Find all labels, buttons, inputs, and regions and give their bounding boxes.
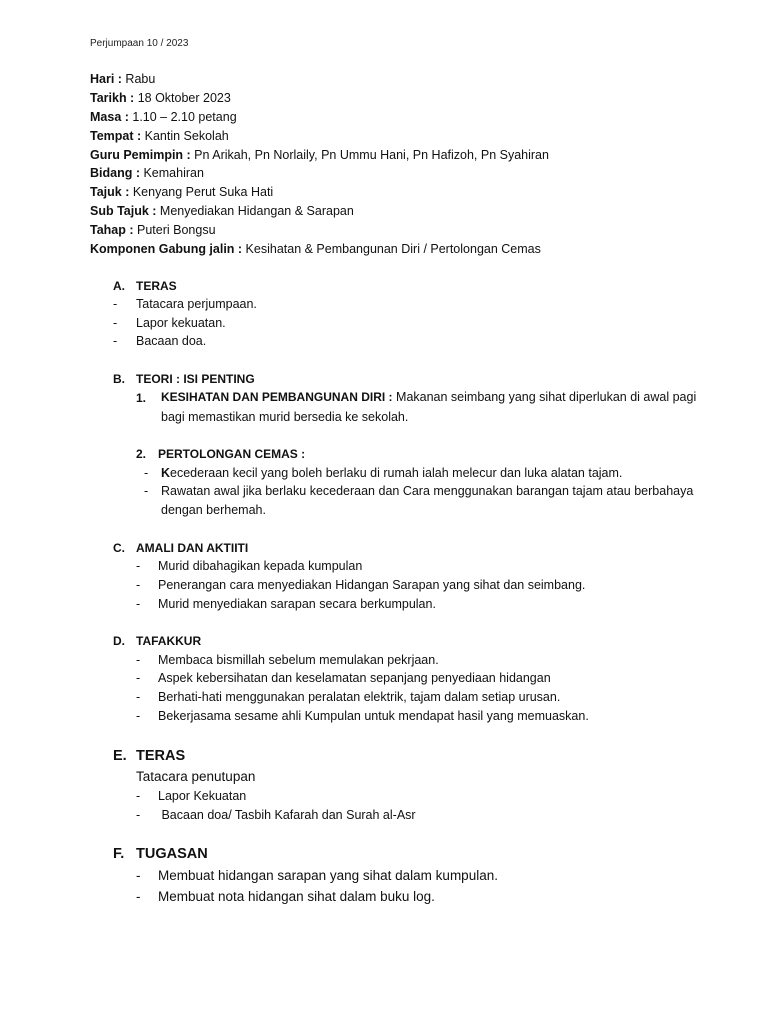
meta-label: Tarikh : <box>90 91 135 105</box>
section-d-letter: D. <box>113 634 125 648</box>
section-f-title: TUGASAN <box>136 846 208 862</box>
meta-bidang <box>90 165 204 181</box>
meta-label: Tahap : <box>90 223 134 237</box>
section-a-item: Bacaan doa. <box>136 334 207 348</box>
meta-value: Pn Arikah, Pn Norlaily, Pn Ummu Hani, Pn Hafizoh, Pn Syahiran <box>190 148 549 162</box>
section-e-item: Bacaan doa/ Tasbih Kafarah dan Surah al-Asr <box>158 808 416 822</box>
meta-label: Guru Pemimpin : <box>90 148 191 162</box>
meta-value: 18 Oktober 2023 <box>134 91 231 105</box>
section-b-letter: B. <box>113 372 125 386</box>
meta-value: Kenyang Perut Suka Hati <box>129 185 274 199</box>
section-e-item: Lapor Kekuatan <box>158 789 247 803</box>
section-a-item: Tatacara perjumpaan. <box>136 297 257 311</box>
point-2-number: 2. <box>136 447 147 461</box>
section-d-item: Aspek kebersihatan dan keselamatan sepanjang penyediaan hidangan <box>158 671 551 685</box>
meta-tarikh <box>90 90 231 106</box>
section-d-item: Membaca bismillah sebelum memulakan pekrjaan. <box>158 653 439 667</box>
meta-label: Tajuk : <box>90 185 130 199</box>
point-1-number: 1. <box>136 391 147 405</box>
section-c-item: Murid menyediakan sarapan secara berkumpulan. <box>158 597 436 611</box>
bullet-dash: - <box>113 334 118 348</box>
meta-value: Kesihatan & Pembangunan Diri / Pertolongan Cemas <box>242 242 541 256</box>
point-2-item-1 <box>161 466 622 480</box>
point-1-text: Makanan seimbang yang sihat diperlukan di awal pagi <box>392 390 697 404</box>
meta-value: 1.10 – 2.10 petang <box>128 110 237 124</box>
bullet-dash: - <box>136 889 141 904</box>
meta-tajuk <box>90 184 273 200</box>
meta-tahap <box>90 222 216 238</box>
point-2-item-1-text: ecederaan kecil yang boleh berlaku di rumah ialah melecur dan luka alatan tajam. <box>170 466 623 480</box>
point-2-item-2-line-2: dengan berhemah. <box>161 503 266 517</box>
meta-tempat <box>90 128 229 144</box>
meta-value: Kantin Sekolah <box>141 129 229 143</box>
meta-value: Kemahiran <box>140 166 204 180</box>
section-c-title: AMALI DAN AKTIITI <box>136 541 249 555</box>
meta-masa <box>90 109 237 125</box>
point-1-label: KESIHATAN DAN PEMBANGUNAN DIRI : <box>161 390 393 404</box>
bullet-dash: - <box>113 316 118 330</box>
bullet-dash: - <box>136 671 141 685</box>
section-b-title: TEORI : ISI PENTING <box>136 372 255 386</box>
meta-guru-pemimpin <box>90 147 549 163</box>
document-header: Perjumpaan 10 / 2023 <box>90 38 189 49</box>
bullet-dash: - <box>136 808 141 822</box>
bullet-dash: - <box>113 297 118 311</box>
point-2-item-1-initial: K <box>161 466 171 480</box>
bullet-dash: - <box>144 484 149 498</box>
section-a-title: TERAS <box>136 279 177 293</box>
point-2-label: PERTOLONGAN CEMAS : <box>158 447 306 461</box>
point-2-item-2-line-1: Rawatan awal jika berlaku kecederaan dan Cara menggunakan barangan tajam atau berbahaya <box>161 484 694 498</box>
section-a-item: Lapor kekuatan. <box>136 316 226 330</box>
meta-label: Tempat : <box>90 129 142 143</box>
meta-value: Menyediakan Hidangan & Sarapan <box>156 204 354 218</box>
section-f-item: Membuat hidangan sarapan yang sihat dalam kumpulan. <box>158 868 498 883</box>
section-c-item: Murid dibahagikan kepada kumpulan <box>158 559 363 573</box>
section-d-item: Bekerjasama sesame ahli Kumpulan untuk mendapat hasil yang memuaskan. <box>158 709 589 723</box>
meta-value: Puteri Bongsu <box>133 223 216 237</box>
meta-value: Rabu <box>121 72 156 86</box>
bullet-dash: - <box>136 709 141 723</box>
meta-label: Hari : <box>90 72 122 86</box>
bullet-dash: - <box>136 868 141 883</box>
meta-sub-tajuk <box>90 203 354 219</box>
meta-label: Bidang : <box>90 166 140 180</box>
section-d-title: TAFAKKUR <box>136 634 202 648</box>
section-f-letter: F. <box>113 846 125 862</box>
meta-komponen <box>90 241 541 257</box>
bullet-dash: - <box>136 690 141 704</box>
section-e-subtitle: Tatacara penutupan <box>136 769 256 784</box>
section-c-item: Penerangan cara menyediakan Hidangan Sarapan yang sihat dan seimbang. <box>158 578 586 592</box>
bullet-dash: - <box>136 578 141 592</box>
meta-label: Komponen Gabung jalin : <box>90 242 243 256</box>
bullet-dash: - <box>136 597 141 611</box>
bullet-dash: - <box>136 653 141 667</box>
point-1-line-1 <box>161 390 696 404</box>
meta-label: Masa : <box>90 110 129 124</box>
bullet-dash: - <box>144 466 149 480</box>
section-a-letter: A. <box>113 279 125 293</box>
point-1-line-2: bagi memastikan murid bersedia ke sekolah. <box>161 410 409 424</box>
meta-label: Sub Tajuk : <box>90 204 157 218</box>
section-c-letter: C. <box>113 541 125 555</box>
section-f-item: Membuat nota hidangan sihat dalam buku log. <box>158 889 435 904</box>
section-e-title: TERAS <box>136 748 186 764</box>
bullet-dash: - <box>136 789 141 803</box>
section-d-item: Berhati-hati menggunakan peralatan elektrik, tajam dalam setiap urusan. <box>158 690 561 704</box>
section-e-letter: E. <box>113 748 127 764</box>
bullet-dash: - <box>136 559 141 573</box>
meta-hari <box>90 71 155 87</box>
